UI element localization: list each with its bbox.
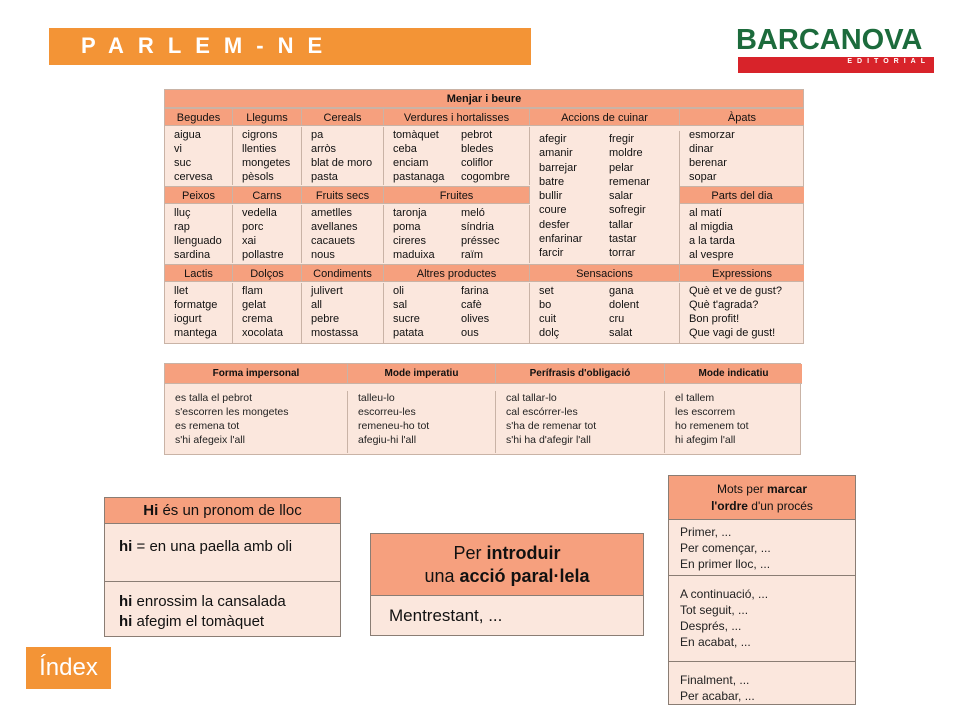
hdr-lactis: Lactis: [165, 264, 233, 282]
list-fruits-secs: ametlles avellanes cacauets nous: [302, 205, 384, 263]
list-peixos: lluç rap llenguado sardina: [165, 205, 233, 263]
list-lactis: llet formatge iogurt mantega: [165, 283, 233, 343]
hi-definition: hi = en una paella amb oli: [105, 524, 340, 582]
list-llegums: cigrons llenties mongetes pèsols: [233, 127, 302, 185]
logo-sub: EDITORIAL: [847, 58, 930, 65]
hdr-parts-dia: Parts del dia: [680, 186, 804, 204]
ordre-proces-box: [668, 475, 856, 705]
hdr-impersonal: Forma impersonal: [165, 364, 348, 384]
hdr-sensacions: Sensacions: [530, 264, 680, 282]
list-cereals: pa arròs blat de moro pasta: [302, 127, 384, 185]
hdr-altres: Altres productes: [384, 264, 530, 282]
hdr-fruits-secs: Fruits secs: [302, 186, 384, 204]
modes-table: [164, 363, 801, 455]
ordre-group-inici: Primer, ... Per començar, ... En primer lloc, ...: [669, 520, 855, 576]
hdr-fruites: Fruites: [384, 186, 530, 204]
hdr-indicatiu: Mode indicatiu: [665, 364, 802, 384]
list-altres: oli sal sucre patata farina cafè olives ous: [384, 283, 530, 343]
list-impersonal: es talla el pebrot s'escorren les mongetes es remena tot s'hi afegeix l'all: [165, 391, 348, 453]
list-apats: esmorzar dinar berenar sopar: [689, 129, 735, 183]
ordre-group-final: Finalment, ... Per acabar, ...: [680, 673, 755, 703]
title-banner: [49, 28, 531, 65]
list-parts-dia: al matí al migdia a la tarda al vespre: [689, 207, 735, 261]
ordre-group-continuacio: A continuació, ... Tot seguit, ... Després, ... En acabat, ...: [669, 576, 855, 662]
index-button[interactable]: Índex: [26, 647, 111, 689]
hdr-cereals: Cereals: [302, 108, 384, 126]
logo-brand: BARCANOVA: [736, 24, 923, 56]
accio-parallela-box: [370, 533, 644, 636]
list-carns: vedella porc xai pollastre: [233, 205, 302, 263]
hdr-apats: Àpats: [680, 108, 804, 126]
hdr-condiments: Condiments: [302, 264, 384, 282]
barcanova-logo: [736, 24, 936, 74]
hdr-begudes: Begudes: [165, 108, 233, 126]
list-dolcos: flam gelat crema xocolata: [233, 283, 302, 343]
accio-parallela-example: Mentrestant, ...: [389, 606, 503, 625]
hdr-imperatiu: Mode imperatiu: [348, 364, 496, 384]
accio-parallela-title: Per introduir una acció paral·lela: [371, 534, 643, 596]
hdr-accions: Accions de cuinar: [530, 108, 680, 126]
list-expressions: Què et ve de gust? Què t'agrada? Bon profit! Que vagi de gust!: [689, 285, 782, 339]
list-sensacions: set bo cuit dolç gana dolent cru salat: [530, 283, 680, 343]
banner-title: PARLEM-NE: [81, 33, 337, 58]
ordre-proces-title: Mots per marcar l'ordre d'un procés: [669, 476, 855, 520]
hi-examples: hi enrossim la cansalada hi afegim el tomàquet: [119, 593, 286, 630]
list-accions: afegir amanir barrejar batre bullir coure desfer enfarinar farcir fregir moldre pelar remenar salar sofregir tallar tastar torrar: [530, 131, 680, 264]
menjar-caption: Menjar i beure: [165, 90, 803, 108]
hi-title: Hi és un pronom de lloc: [105, 498, 340, 524]
list-verdures: tomàquet ceba enciam pastanaga pebrot bledes coliflor cogombre: [384, 127, 530, 185]
hdr-peixos: Peixos: [165, 186, 233, 204]
list-imperatiu: talleu-lo escorreu-les remeneu-ho tot afegiu-hi l'all: [348, 391, 496, 453]
hdr-llegums: Llegums: [233, 108, 302, 126]
list-obligacio: cal tallar-lo cal escórrer-les s'ha de remenar tot s'hi ha d'afegir l'all: [496, 391, 665, 453]
list-begudes: aigua vi suc cervesa: [165, 127, 233, 185]
hdr-obligacio: Perífrasis d'obligació: [496, 364, 665, 384]
hdr-verdures: Verdures i hortalisses: [384, 108, 530, 126]
hdr-carns: Carns: [233, 186, 302, 204]
menjar-table: [164, 89, 804, 344]
hi-pronom-box: [104, 497, 341, 637]
hdr-expressions: Expressions: [680, 264, 804, 282]
list-fruites: taronja poma cireres maduixa meló síndria préssec raïm: [384, 205, 530, 263]
list-condiments: julivert all pebre mostassa: [302, 283, 384, 343]
list-indicatiu: el tallem les escorrem ho remenem tot hi afegim l'all: [675, 392, 749, 446]
hdr-dolcos: Dolços: [233, 264, 302, 282]
